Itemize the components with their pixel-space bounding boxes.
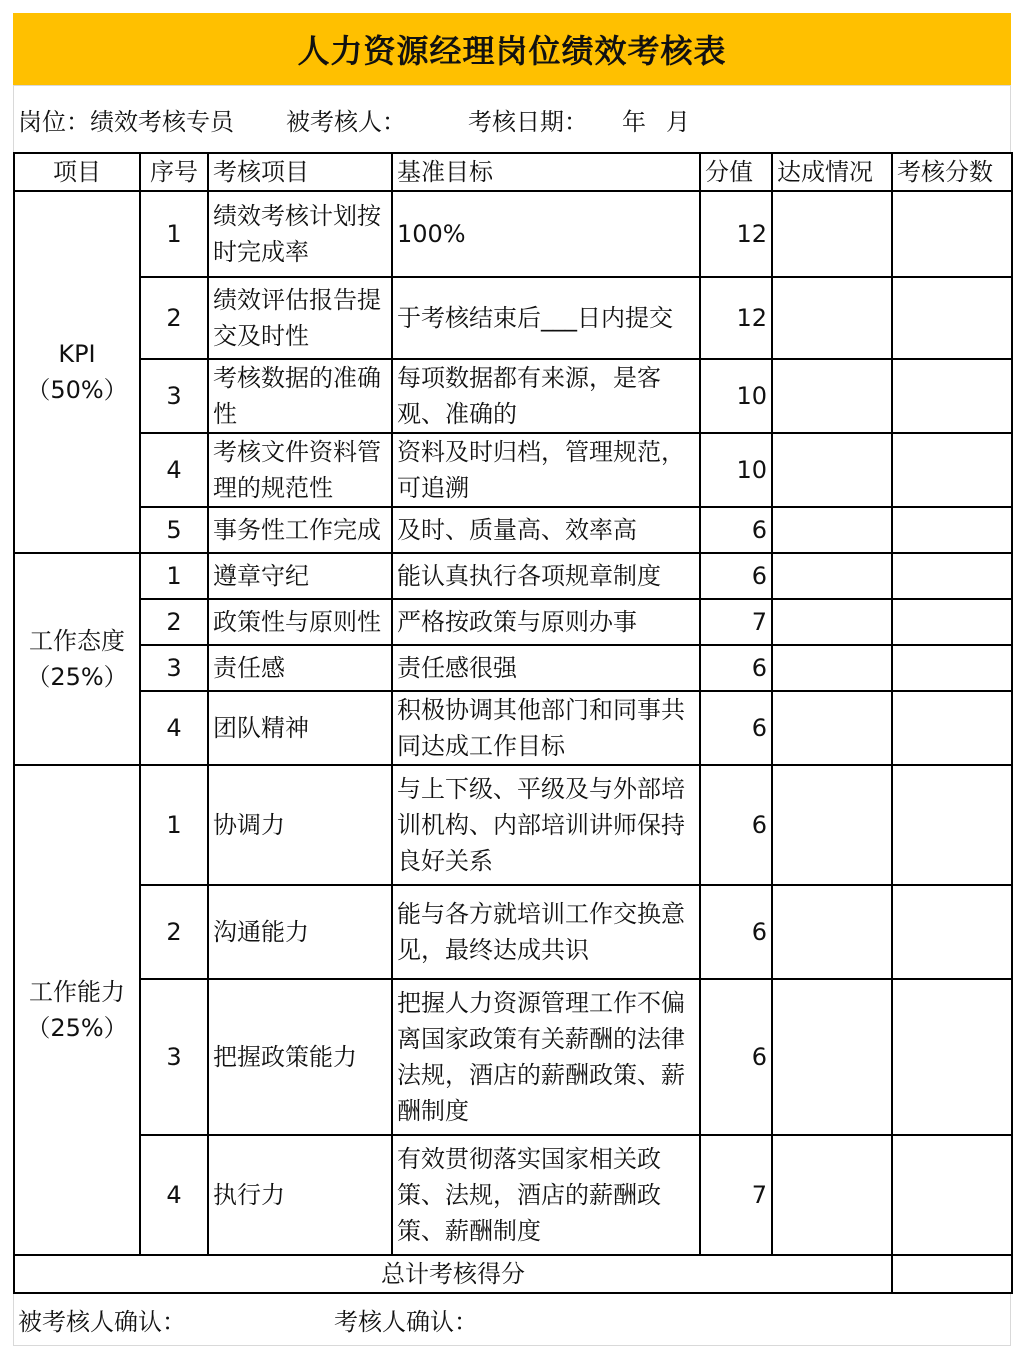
- total-row: [14, 1255, 1012, 1293]
- row-score: 6: [700, 691, 772, 765]
- result-cell[interactable]: [892, 553, 1012, 599]
- row-score: 6: [700, 979, 772, 1135]
- assessor-confirm-label: 考核人确认：: [334, 1308, 478, 1336]
- month-label: 月: [666, 107, 690, 136]
- result-cell[interactable]: [892, 885, 1012, 979]
- table-row: [14, 433, 1012, 507]
- achievement-cell[interactable]: [772, 885, 892, 979]
- achievement-cell[interactable]: [772, 553, 892, 599]
- header-category: 项目: [14, 153, 140, 191]
- table-row: [14, 191, 1012, 277]
- row-index: 2: [140, 599, 208, 645]
- row-index: 4: [140, 433, 208, 507]
- date-label: 考核日期：: [468, 107, 588, 136]
- achievement-cell[interactable]: [772, 359, 892, 433]
- row-item: 把握政策能力: [208, 979, 392, 1135]
- achievement-cell[interactable]: [772, 645, 892, 691]
- table-row: [14, 1135, 1012, 1255]
- result-cell[interactable]: [892, 691, 1012, 765]
- achievement-cell[interactable]: [772, 599, 892, 645]
- achievement-cell[interactable]: [772, 691, 892, 765]
- total-score-cell[interactable]: [892, 1255, 1012, 1293]
- table-row: [14, 359, 1012, 433]
- row-score: 6: [700, 553, 772, 599]
- achievement-cell[interactable]: [772, 1135, 892, 1255]
- row-item: 协调力: [208, 765, 392, 885]
- achievement-cell[interactable]: [772, 507, 892, 553]
- result-cell[interactable]: [892, 433, 1012, 507]
- row-item: 责任感: [208, 645, 392, 691]
- row-index: 1: [140, 765, 208, 885]
- table-row: [14, 553, 1012, 599]
- row-target: 与上下级、平级及与外部培训机构、内部培训讲师保持良好关系: [392, 765, 700, 885]
- row-item: 绩效考核计划按时完成率: [208, 191, 392, 277]
- row-target: 能认真执行各项规章制度: [392, 553, 700, 599]
- row-target: 及时、质量高、效率高: [392, 507, 700, 553]
- result-cell[interactable]: [892, 507, 1012, 553]
- row-index: 2: [140, 277, 208, 359]
- header-score: 分值: [700, 153, 772, 191]
- row-score: 7: [700, 1135, 772, 1255]
- row-item: 团队精神: [208, 691, 392, 765]
- achievement-cell[interactable]: [772, 277, 892, 359]
- row-target: 严格按政策与原则办事: [392, 599, 700, 645]
- table-row: [14, 885, 1012, 979]
- assessment-table: [13, 152, 1013, 1294]
- year-label: 年: [622, 107, 646, 136]
- header-row: [14, 153, 1012, 191]
- row-index: 4: [140, 691, 208, 765]
- row-score: 10: [700, 359, 772, 433]
- position-label: 岗位：绩效考核专员: [18, 107, 234, 136]
- row-item: 执行力: [208, 1135, 392, 1255]
- row-index: 5: [140, 507, 208, 553]
- row-score: 6: [700, 765, 772, 885]
- header-achievement: 达成情况: [772, 153, 892, 191]
- row-target: 能与各方就培训工作交换意见，最终达成共识: [392, 885, 700, 979]
- header-index: 序号: [140, 153, 208, 191]
- achievement-cell[interactable]: [772, 765, 892, 885]
- category-cell-kpi: KPI（50%）: [14, 191, 140, 553]
- row-target: 100%: [392, 191, 700, 277]
- result-cell[interactable]: [892, 277, 1012, 359]
- table-row: [14, 507, 1012, 553]
- table-row: [14, 691, 1012, 765]
- result-cell[interactable]: [892, 979, 1012, 1135]
- row-target: 资料及时归档，管理规范，可追溯: [392, 433, 700, 507]
- info-row: [13, 86, 1011, 152]
- row-item: 绩效评估报告提交及时性: [208, 277, 392, 359]
- row-item: 考核数据的准确性: [208, 359, 392, 433]
- sheet-title: 人力资源经理岗位绩效考核表: [13, 13, 1011, 86]
- row-index: 2: [140, 885, 208, 979]
- category-cell-ability: 工作能力（25%）: [14, 765, 140, 1255]
- row-target: 每项数据都有来源，是客观、准确的: [392, 359, 700, 433]
- header-target: 基准目标: [392, 153, 700, 191]
- row-index: 3: [140, 645, 208, 691]
- result-cell[interactable]: [892, 645, 1012, 691]
- row-score: 6: [700, 645, 772, 691]
- achievement-cell[interactable]: [772, 433, 892, 507]
- row-item: 遵章守纪: [208, 553, 392, 599]
- assessment-sheet: [13, 13, 1011, 1346]
- row-score: 12: [700, 191, 772, 277]
- total-label: 总计考核得分: [14, 1255, 892, 1293]
- category-cell-attitude: 工作态度（25%）: [14, 553, 140, 765]
- row-target: 积极协调其他部门和同事共同达成工作目标: [392, 691, 700, 765]
- row-item: 考核文件资料管理的规范性: [208, 433, 392, 507]
- table-row: [14, 765, 1012, 885]
- footer-row: [13, 1294, 1011, 1346]
- result-cell[interactable]: [892, 765, 1012, 885]
- result-cell[interactable]: [892, 1135, 1012, 1255]
- assessee-confirm-label: 被考核人确认：: [18, 1308, 186, 1336]
- row-index: 3: [140, 979, 208, 1135]
- header-item: 考核项目: [208, 153, 392, 191]
- achievement-cell[interactable]: [772, 191, 892, 277]
- assessee-label: 被考核人：: [286, 107, 406, 136]
- table-row: [14, 979, 1012, 1135]
- header-result: 考核分数: [892, 153, 1012, 191]
- result-cell[interactable]: [892, 359, 1012, 433]
- result-cell[interactable]: [892, 191, 1012, 277]
- row-index: 3: [140, 359, 208, 433]
- row-index: 1: [140, 553, 208, 599]
- row-item: 沟通能力: [208, 885, 392, 979]
- row-index: 1: [140, 191, 208, 277]
- row-score: 6: [700, 507, 772, 553]
- row-score: 7: [700, 599, 772, 645]
- table-row: [14, 599, 1012, 645]
- row-score: 10: [700, 433, 772, 507]
- achievement-cell[interactable]: [772, 979, 892, 1135]
- row-item: 政策性与原则性: [208, 599, 392, 645]
- row-index: 4: [140, 1135, 208, 1255]
- row-item: 事务性工作完成: [208, 507, 392, 553]
- row-target: 把握人力资源管理工作不偏离国家政策有关薪酬的法律法规，酒店的薪酬政策、薪酬制度: [392, 979, 700, 1135]
- row-target: 于考核结束后___日内提交: [392, 277, 700, 359]
- row-score: 12: [700, 277, 772, 359]
- table-row: [14, 645, 1012, 691]
- table-row: [14, 277, 1012, 359]
- row-score: 6: [700, 885, 772, 979]
- result-cell[interactable]: [892, 599, 1012, 645]
- row-target: 有效贯彻落实国家相关政策、法规，酒店的薪酬政策、薪酬制度: [392, 1135, 700, 1255]
- row-target: 责任感很强: [392, 645, 700, 691]
